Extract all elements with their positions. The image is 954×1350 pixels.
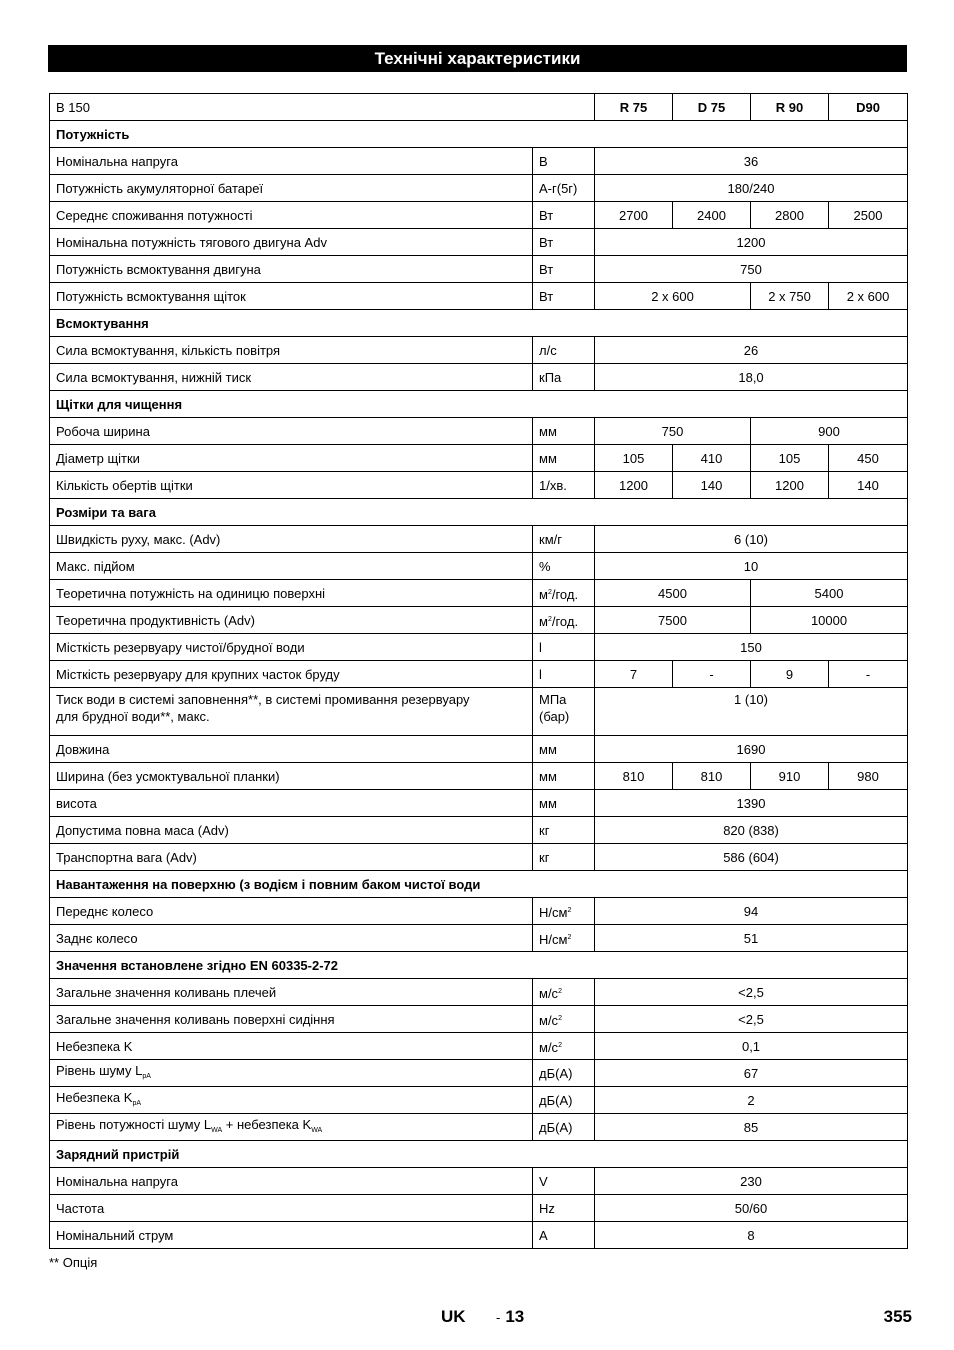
row-unit: 1/хв. — [533, 472, 595, 499]
section-power: Потужність — [50, 121, 908, 148]
row-label: Сила всмоктування, кількість повітря — [50, 337, 533, 364]
section-header — [50, 952, 908, 979]
table-row — [50, 844, 908, 871]
row-unit: А-г(5г) — [533, 175, 595, 202]
table-row — [50, 898, 908, 925]
row-value: 10 — [595, 553, 908, 580]
row-unit: l — [533, 661, 595, 688]
row-value: - — [673, 661, 751, 688]
row-label: Частота — [50, 1195, 533, 1222]
row-unit: дБ(А) — [533, 1114, 595, 1141]
row-value: 2800 — [751, 202, 829, 229]
row-unit: Вт — [533, 202, 595, 229]
row-value: 36 — [595, 148, 908, 175]
table-row — [50, 283, 908, 310]
row-unit: л/с — [533, 337, 595, 364]
table-row — [50, 229, 908, 256]
row-label: Робоча ширина — [50, 418, 533, 445]
table-row — [50, 472, 908, 499]
row-value: 140 — [829, 472, 908, 499]
table-row — [50, 580, 908, 607]
table-row — [50, 364, 908, 391]
row-label: Небезпека K — [50, 1033, 533, 1060]
table-row — [50, 337, 908, 364]
row-label: Місткість резервуару чистої/брудної води — [50, 634, 533, 661]
row-value: 1200 — [751, 472, 829, 499]
row-value: 900 — [751, 418, 908, 445]
table-row — [50, 607, 908, 634]
row-value: 450 — [829, 445, 908, 472]
row-value: 51 — [595, 925, 908, 952]
row-value: 1390 — [595, 790, 908, 817]
row-label: Теоретична потужність на одиницю поверхні — [50, 580, 533, 607]
row-value: 4500 — [595, 580, 751, 607]
row-unit: дБ(А) — [533, 1087, 595, 1114]
row-value: 2 x 750 — [751, 283, 829, 310]
row-unit: мм — [533, 445, 595, 472]
section-header — [50, 871, 908, 898]
table-row — [50, 661, 908, 688]
row-unit: l — [533, 634, 595, 661]
row-label: Загальне значення коливань плечей — [50, 979, 533, 1006]
column-header-d75: D 75 — [673, 94, 751, 121]
row-value: 2400 — [673, 202, 751, 229]
row-unit: мм — [533, 763, 595, 790]
row-label: Кількість обертів щітки — [50, 472, 533, 499]
row-value: 0,1 — [595, 1033, 908, 1060]
row-label: Потужність всмоктування двигуна — [50, 256, 533, 283]
footer-section-page: - 13 — [496, 1307, 525, 1326]
section-suction: Всмоктування — [50, 310, 908, 337]
row-label: Транспортна вага (Adv) — [50, 844, 533, 871]
row-unit: % — [533, 553, 595, 580]
row-unit: мм — [533, 736, 595, 763]
footer-language: UK — [441, 1307, 466, 1326]
row-label: Номінальний струм — [50, 1222, 533, 1249]
row-label: Небезпека $K_{pA}$ — [50, 1087, 533, 1114]
row-unit: A — [533, 1222, 595, 1249]
row-label: Макс. підйом — [50, 553, 533, 580]
row-label: Довжина — [50, 736, 533, 763]
table-row — [50, 688, 908, 736]
row-label: Теоретична продуктивність (Adv) — [50, 607, 533, 634]
table-row — [50, 925, 908, 952]
row-value: 410 — [673, 445, 751, 472]
row-label: Рівень потужності шуму $L_{WA}$ + небезпека $K_{WA}$ — [50, 1114, 533, 1141]
table-row — [50, 1006, 908, 1033]
row-value: 140 — [673, 472, 751, 499]
column-header-r90: R 90 — [751, 94, 829, 121]
row-label: Заднє колесо — [50, 925, 533, 952]
row-value: 2 x 600 — [595, 283, 751, 310]
row-value: 7500 — [595, 607, 751, 634]
row-value: 810 — [595, 763, 673, 790]
row-unit: $м/с^2$ — [533, 1006, 595, 1033]
table-row — [50, 736, 908, 763]
footnote: ** Опція — [49, 1255, 98, 1270]
section-header — [50, 310, 908, 337]
row-value: 980 — [829, 763, 908, 790]
row-value: 910 — [751, 763, 829, 790]
table-row — [50, 763, 908, 790]
row-value: 810 — [673, 763, 751, 790]
row-value: 5400 — [751, 580, 908, 607]
row-unit: V — [533, 1168, 595, 1195]
row-unit: мм — [533, 790, 595, 817]
table-header-row — [50, 94, 908, 121]
section-header — [50, 391, 908, 418]
row-label: Ширина (без усмоктувальної планки) — [50, 763, 533, 790]
row-unit: Вт — [533, 229, 595, 256]
row-value: 105 — [751, 445, 829, 472]
table-row — [50, 553, 908, 580]
table-row — [50, 790, 908, 817]
row-value: 586 (604) — [595, 844, 908, 871]
footer-page-number: 355 — [883, 1307, 912, 1326]
row-label: висота — [50, 790, 533, 817]
row-value: 26 — [595, 337, 908, 364]
row-value: <2,5 — [595, 1006, 908, 1033]
row-value: 7 — [595, 661, 673, 688]
row-value: 85 — [595, 1114, 908, 1141]
section-charger: Зарядний пристрій — [50, 1141, 908, 1168]
table-row — [50, 1195, 908, 1222]
column-header-d90: D90 — [829, 94, 908, 121]
row-label: Рівень шуму $L_{pA}$ — [50, 1060, 533, 1087]
specifications-table — [49, 93, 908, 1249]
table-row — [50, 1114, 908, 1141]
row-label: Діаметр щітки — [50, 445, 533, 472]
section-surface-load: Навантаження на поверхню (з водієм і повним баком чистої води — [50, 871, 908, 898]
row-value: 750 — [595, 418, 751, 445]
model-name: B 150 — [50, 94, 595, 121]
section-measured-values: Значення встановлене згідно EN 60335-2-72 — [50, 952, 908, 979]
row-value: 750 — [595, 256, 908, 283]
table-row — [50, 418, 908, 445]
row-value: 230 — [595, 1168, 908, 1195]
table-row — [50, 634, 908, 661]
row-unit: кг — [533, 844, 595, 871]
row-label: Номінальна напруга — [50, 148, 533, 175]
row-value: 150 — [595, 634, 908, 661]
section-header — [50, 499, 908, 526]
row-value: 1200 — [595, 229, 908, 256]
row-unit: В — [533, 148, 595, 175]
row-value: 18,0 — [595, 364, 908, 391]
section-header — [50, 1141, 908, 1168]
row-value: 2 x 600 — [829, 283, 908, 310]
row-unit: $м/с^2$ — [533, 1033, 595, 1060]
row-label: Потужність всмоктування щіток — [50, 283, 533, 310]
row-unit: $Н/см^2$ — [533, 925, 595, 952]
row-unit: кПа — [533, 364, 595, 391]
row-unit: Вт — [533, 256, 595, 283]
row-unit: мм — [533, 418, 595, 445]
table-row — [50, 979, 908, 1006]
row-label: Швидкість руху, макс. (Adv) — [50, 526, 533, 553]
row-label: Номінальна напруга — [50, 1168, 533, 1195]
row-unit: $Н/см^2$ — [533, 898, 595, 925]
row-label: Місткість резервуару для крупних часток бруду — [50, 661, 533, 688]
section-dimensions: Розміри та вага — [50, 499, 908, 526]
row-value: 6 (10) — [595, 526, 908, 553]
row-unit: $м/с^2$ — [533, 979, 595, 1006]
page-title: Технічні характеристики — [48, 45, 907, 72]
column-header-r75: R 75 — [595, 94, 673, 121]
row-unit: Вт — [533, 283, 595, 310]
table-row — [50, 148, 908, 175]
row-label: Середнє споживання потужності — [50, 202, 533, 229]
row-value: <2,5 — [595, 979, 908, 1006]
section-header — [50, 121, 908, 148]
row-value: 2700 — [595, 202, 673, 229]
row-value: 1 (10) — [595, 688, 908, 736]
row-unit: $м^2$/год. — [533, 607, 595, 634]
section-brushes: Щітки для чищення — [50, 391, 908, 418]
row-label: Загальне значення коливань поверхні сидіння — [50, 1006, 533, 1033]
row-unit: $м^2$/год. — [533, 580, 595, 607]
row-value: 10000 — [751, 607, 908, 634]
row-value: 94 — [595, 898, 908, 925]
row-value: 9 — [751, 661, 829, 688]
row-label: Переднє колесо — [50, 898, 533, 925]
row-value: 105 — [595, 445, 673, 472]
table-row — [50, 1033, 908, 1060]
table-row — [50, 202, 908, 229]
row-value: 180/240 — [595, 175, 908, 202]
table-row — [50, 1168, 908, 1195]
table-row — [50, 175, 908, 202]
row-label: Потужність акумуляторної батареї — [50, 175, 533, 202]
table-row — [50, 526, 908, 553]
row-unit: дБ(А) — [533, 1060, 595, 1087]
row-unit: км/г — [533, 526, 595, 553]
table-row — [50, 1222, 908, 1249]
table-row — [50, 817, 908, 844]
row-value: - — [829, 661, 908, 688]
row-label: Тиск води в системі заповнення**, в системі промивання резервуару для брудної води**, макс. — [50, 688, 533, 736]
row-value: 67 — [595, 1060, 908, 1087]
row-unit: кг — [533, 817, 595, 844]
row-value: 8 — [595, 1222, 908, 1249]
row-value: 2500 — [829, 202, 908, 229]
row-label: Допустима повна маса (Adv) — [50, 817, 533, 844]
table-row — [50, 445, 908, 472]
row-value: 1200 — [595, 472, 673, 499]
table-row — [50, 256, 908, 283]
row-label: Сила всмоктування, нижній тиск — [50, 364, 533, 391]
table-row — [50, 1087, 908, 1114]
row-value: 2 — [595, 1087, 908, 1114]
row-unit: МПа (бар) — [533, 688, 595, 736]
row-value: 820 (838) — [595, 817, 908, 844]
row-unit: Hz — [533, 1195, 595, 1222]
row-label: Номінальна потужність тягового двигуна Adv — [50, 229, 533, 256]
row-value: 1690 — [595, 736, 908, 763]
row-value: 50/60 — [595, 1195, 908, 1222]
table-row — [50, 1060, 908, 1087]
